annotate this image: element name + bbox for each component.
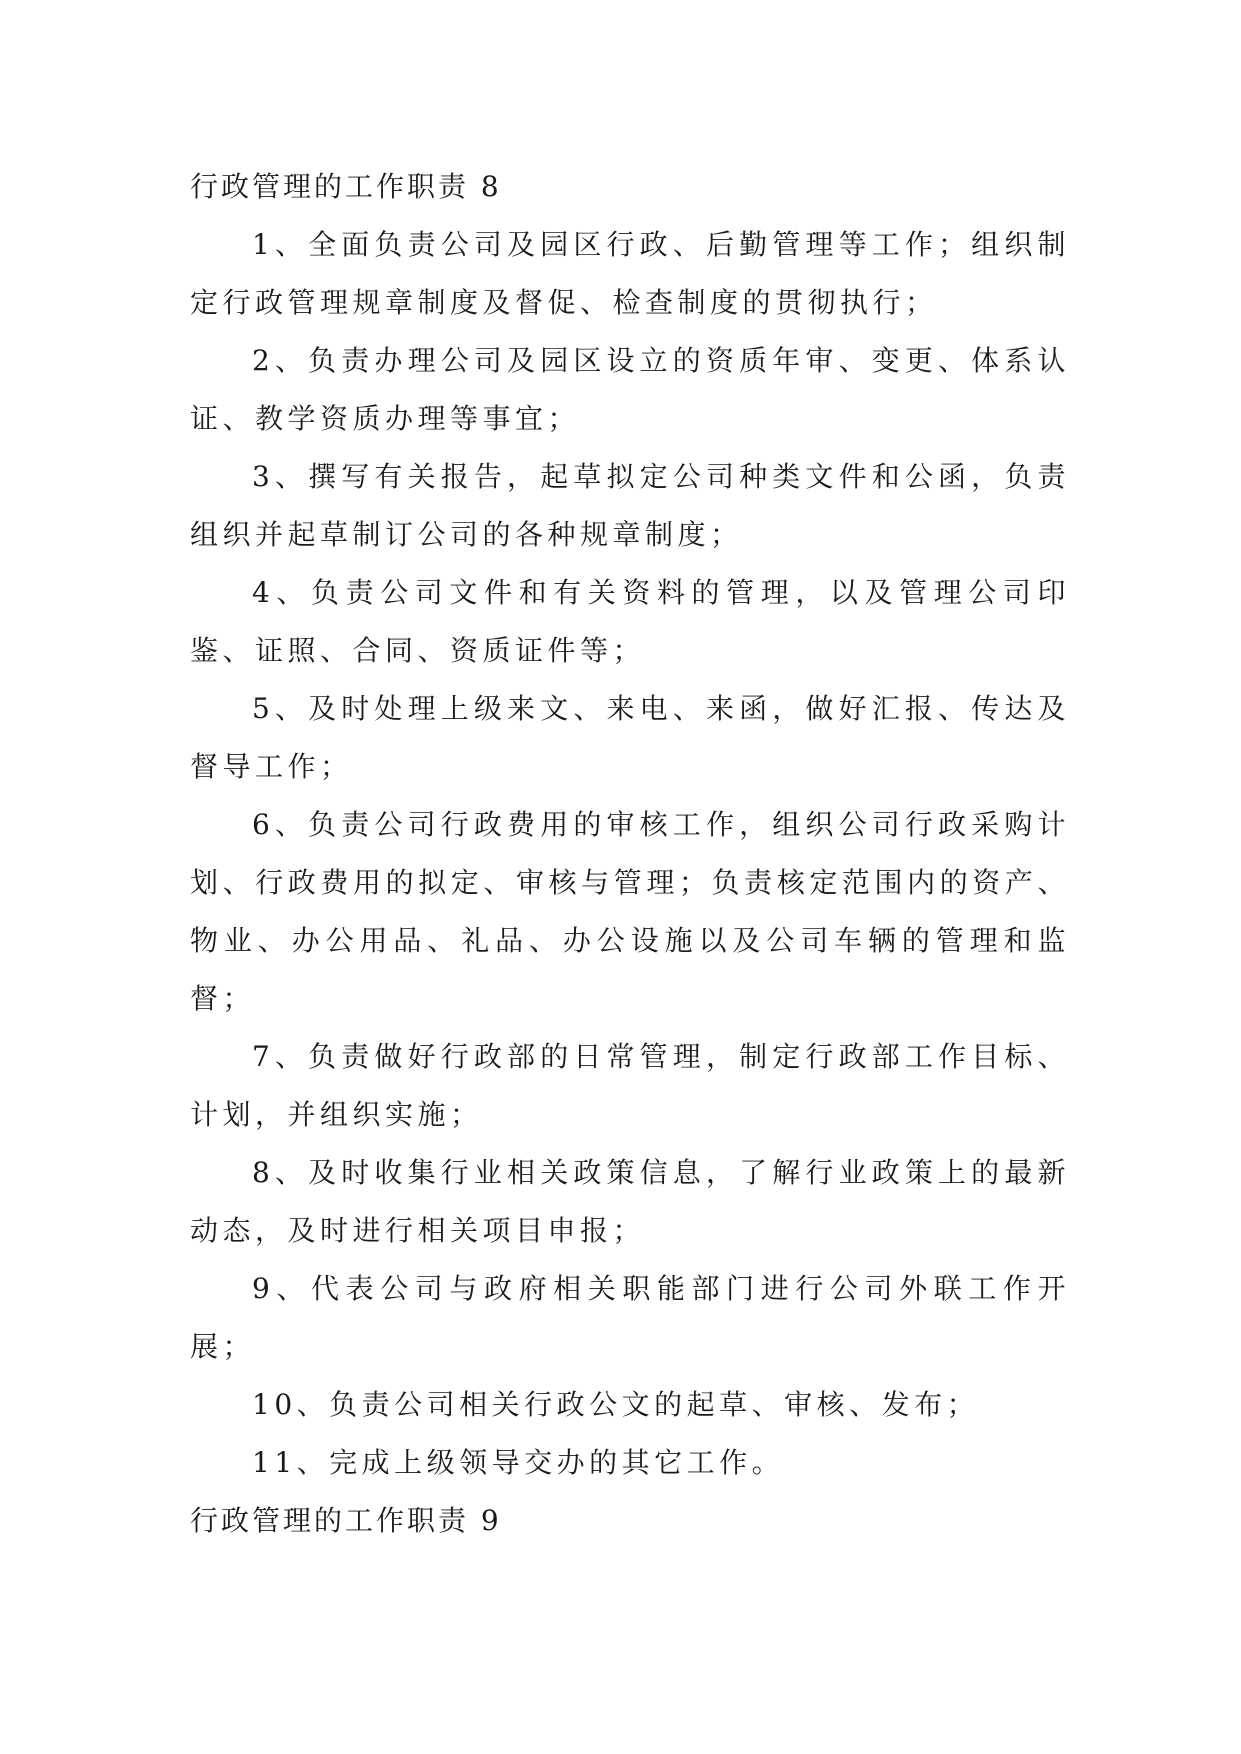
duty-item-5: 5、及时处理上级来文、来电、来函，做好汇报、传达及督导工作； (190, 692, 1070, 783)
document-body (190, 158, 1070, 1550)
duty-item-2: 2、负责办理公司及园区设立的资质年审、变更、体系认证、教学资质办理等事宜； (190, 344, 1070, 435)
section-heading-next: 行政管理的工作职责 9 (190, 1504, 502, 1537)
duty-item-9: 9、代表公司与政府相关职能部门进行公司外联工作开展； (190, 1272, 1070, 1363)
duty-item-6: 6、负责公司行政费用的审核工作，组织公司行政采购计划、行政费用的拟定、审核与管理；负责核定范围内的资产、物业、办公用品、礼品、办公设施以及公司车辆的管理和监督； (190, 808, 1070, 1015)
duty-item-4: 4、负责公司文件和有关资料的管理，以及管理公司印鉴、证照、合同、资质证件等； (190, 576, 1070, 667)
duty-item-3: 3、撰写有关报告，起草拟定公司种类文件和公函，负责组织并起草制订公司的各种规章制度； (190, 460, 1070, 551)
duty-item-1: 1、全面负责公司及园区行政、后勤管理等工作；组织制定行政管理规章制度及督促、检查制度的贯彻执行； (190, 228, 1070, 319)
duty-item-10: 10、负责公司相关行政公文的起草、审核、发布； (252, 1388, 980, 1421)
section-heading: 行政管理的工作职责 8 (190, 170, 502, 203)
duty-item-8: 8、及时收集行业相关政策信息，了解行业政策上的最新动态，及时进行相关项目申报； (190, 1156, 1070, 1247)
duty-item-11: 11、完成上级领导交办的其它工作。 (252, 1446, 785, 1479)
duty-item-7: 7、负责做好行政部的日常管理，制定行政部工作目标、计划，并组织实施； (190, 1040, 1070, 1131)
